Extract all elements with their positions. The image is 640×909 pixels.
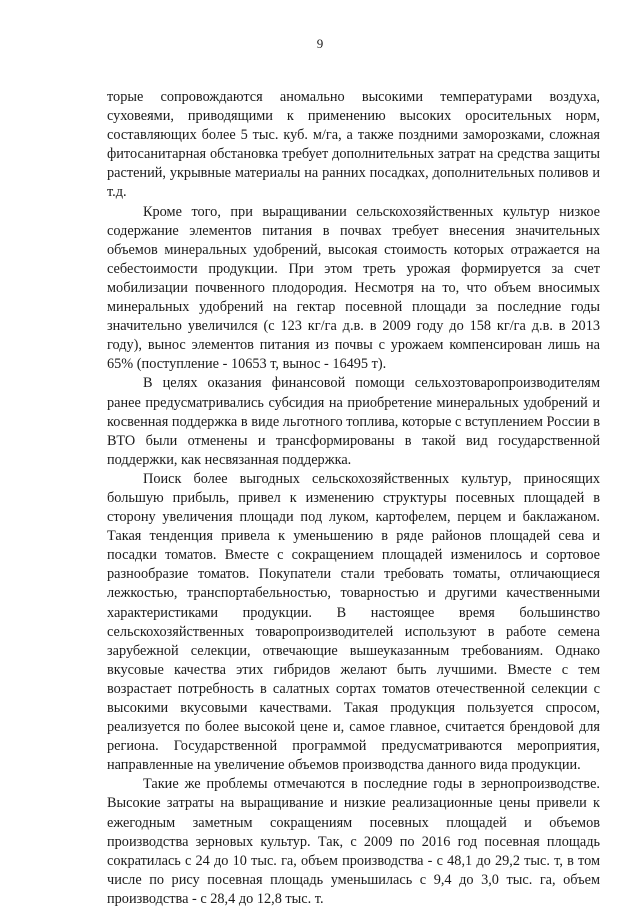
paragraph-financial-support: В целях оказания финансовой помощи сельхозтоваропроизводителям ранее предусматривались субсидия на приобретение минеральных удобрений и косвенная поддержка в виде льготного топлива, которые с вступлением России в ВТО были отменены и трансформированы в такой вид государственной поддержки, как несвязанная поддержка. — [107, 375, 600, 468]
page-number: 9 — [316, 36, 324, 51]
paragraph-continuation: торые сопровождаются аномально высокими температурами воздуха, суховеями, приводящими к применению высоких оросительных норм, составляющих более 5 тыс. куб. м/га, а также поздними заморозками, сложная фитосанитарная обстановка требует дополнительных затрат на средства защиты растений, укрывные материалы на ранних посадках, дополнительных поливов и т.д. — [107, 89, 600, 201]
paragraph-tomato-crops: Поиск более выгодных сельскохозяйственных культур, приносящих большую прибыль, привел к изменению структуры посевных площадей в сторону увеличения площади под луком, картофелем, перцем и баклажаном. Такая тенденция привела к уменьшению в ряде районов площадей сева и посадки томатов. Вместе с сокращением площадей изменилось и сортовое разнообразие томатов. Покупатели стали требовать томаты, отличающиеся лежкостью, транспортабельностью, товарностью и другими качественными характеристиками продукции. В настоящее время большинство сельскохозяйственных товаропроизводителей используют в работе семена зарубежной селекции, отвечающие вышеуказанным требованиям. Однако вкусовые качества этих гибридов желают быть лучшими. Вместе с тем возрастает потребность в салатных сортах томатов отечественной селекции с высокими вкусовыми качествами. Такая продукция пользуется спросом, реализуется по более высокой цене и, самое главное, считается брендовой для региона. Государственной программой предусматриваются мероприятия, направленные на увеличение объемов производства данного вида продукции. — [107, 470, 600, 774]
paragraph-fertilizers: Кроме того, при выращивании сельскохозяйственных культур низкое содержание элементов питания в почвах требует внесения значительных объемов минеральных удобрений, высокая стоимость которых отражается на себестоимости продукции. При этом треть урожая формируется за счет мобилизации почвенного плодородия. Несмотря на то, что объем вносимых минеральных удобрений на гектар посевной площади за последние годы значительно увеличился (с 123 кг/га д.в. в 2009 году до 158 кг/га д.в. в 2013 году), вынос элементов питания из почвы с урожаем компенсирован лишь на 65% (поступление - 10653 т, вынос - 16495 т). — [107, 203, 600, 373]
document-body — [107, 88, 600, 909]
paragraph-grain-production: Такие же проблемы отмечаются в последние годы в зернопроизводстве. Высокие затраты на выращивание и низкие реализационные цены привели к ежегодным заметным сокращениям посевных площадей и объемов производства зерновых культур. Так, с 2009 по 2016 год посевная площадь сократилась с 24 до 10 тыс. га, объем производства - с 48,1 до 29,2 тыс. т, в том числе по рису посевная площадь уменьшилась с 9,4 до 3,0 тыс. га, объем производства - с 28,4 до 12,8 тыс. т. — [107, 776, 600, 907]
